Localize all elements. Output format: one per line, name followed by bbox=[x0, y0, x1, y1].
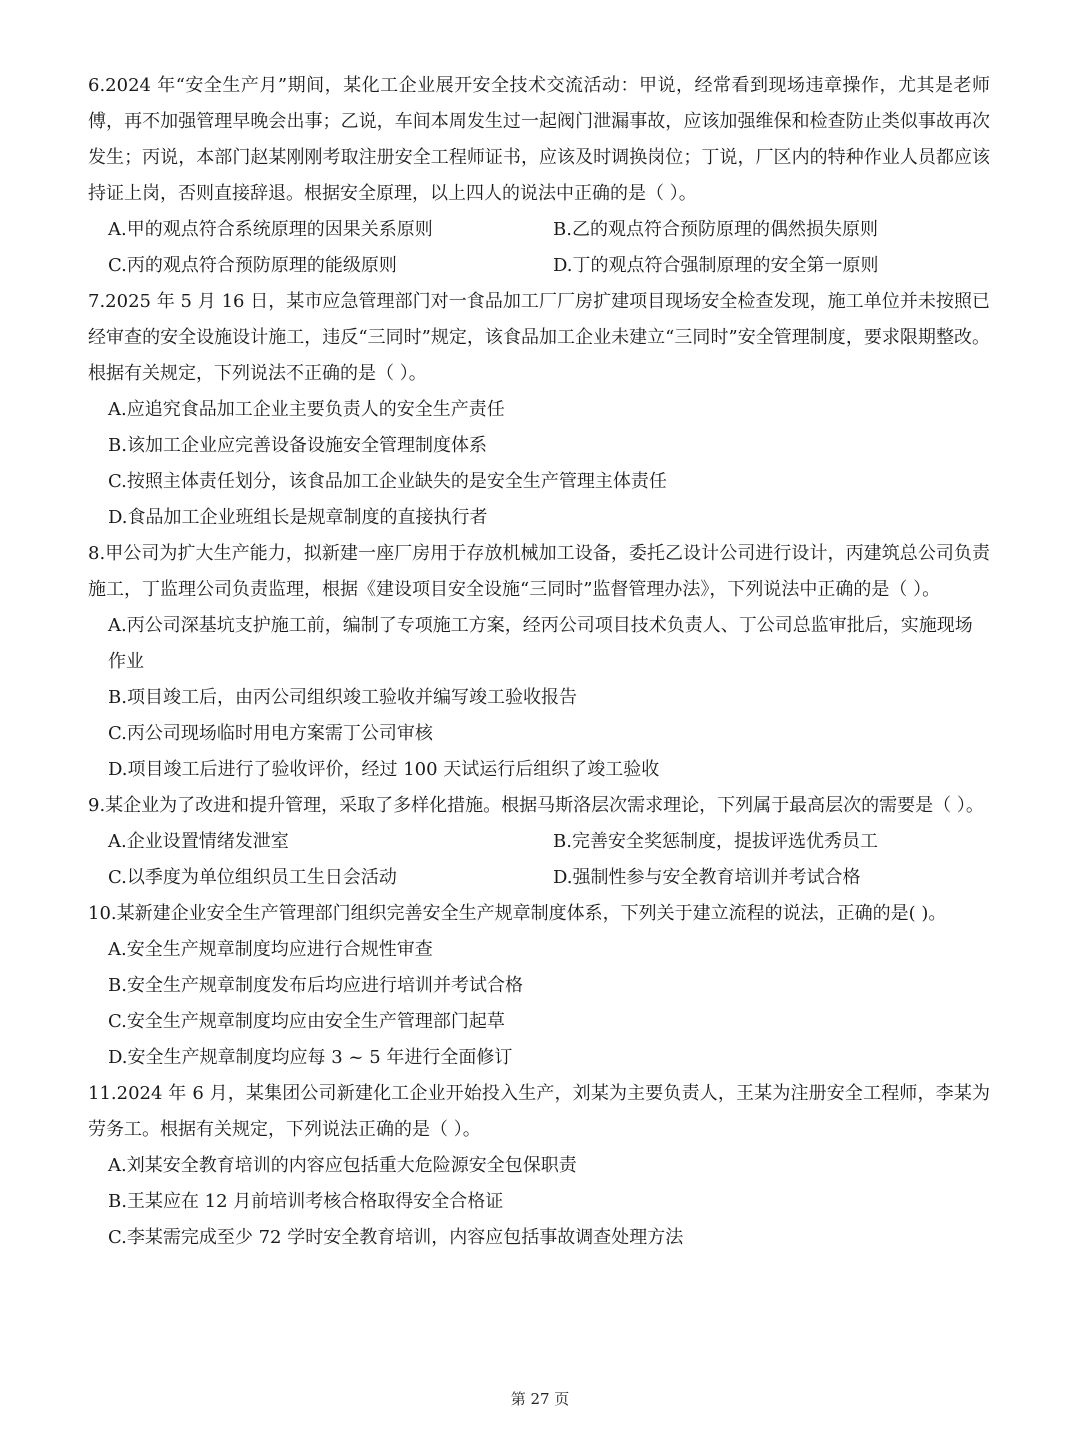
option-b: B.完善安全奖惩制度，提拔评选优秀员工 bbox=[553, 831, 878, 852]
option-b: B.该加工企业应完善设备设施安全管理制度体系 bbox=[108, 435, 487, 456]
option-row bbox=[88, 248, 990, 284]
option-b: B.王某应在 12 月前培训考核合格取得安全合格证 bbox=[108, 1191, 504, 1212]
option-b: B.乙的观点符合预防原理的偶然损失原则 bbox=[553, 219, 878, 240]
option-a: A.安全生产规章制度均应进行合规性审查 bbox=[108, 939, 433, 960]
option-d: D.项目竣工后进行了验收评价，经过 100 天试运行后组织了竣工验收 bbox=[108, 759, 660, 780]
question-stem: 8.甲公司为扩大生产能力，拟新建一座厂房用于存放机械加工设备，委托乙设计公司进行设计，丙建筑总公司负责施工，丁监理公司负责监理，根据《建设项目安全设施“三同时”监督管理办法》，下列说法中正确的是（ ）。 bbox=[88, 543, 990, 600]
question-stem: 11.2024 年 6 月，某集团公司新建化工企业开始投入生产，刘某为主要负责人，王某为注册安全工程师，李某为劳务工。根据有关规定，下列说法正确的是（ ）。 bbox=[88, 1083, 990, 1140]
option-d: D.食品加工企业班组长是规章制度的直接执行者 bbox=[108, 507, 488, 528]
option-c: C.丙的观点符合预防原理的能级原则 bbox=[108, 255, 397, 276]
question-7 bbox=[88, 284, 990, 536]
option-c: C.按照主体责任划分，该食品加工企业缺失的是安全生产管理主体责任 bbox=[108, 471, 667, 492]
option-a: A.甲的观点符合系统原理的因果关系原则 bbox=[108, 219, 433, 240]
question-stem: 7.2025 年 5 月 16 日，某市应急管理部门对一食品加工厂厂房扩建项目现场安全检查发现，施工单位并未按照已经审查的安全设施设计施工，违反“三同时”规定，该食品加工企业未建立“三同时”安全管理制度，要求限期整改。根据有关规定，下列说法不正确的是（ ）。 bbox=[88, 291, 990, 384]
option-d: D.丁的观点符合强制原理的安全第一原则 bbox=[553, 255, 879, 276]
question-11 bbox=[88, 1076, 990, 1256]
option-a: A.丙公司深基坑支护施工前，编制了专项施工方案，经丙公司项目技术负责人、丁公司总监审批后，实施现场作业 bbox=[108, 615, 973, 672]
option-d: D.强制性参与安全教育培训并考试合格 bbox=[553, 867, 861, 888]
option-d: D.安全生产规章制度均应每 3 ~ 5 年进行全面修订 bbox=[108, 1047, 513, 1068]
option-row bbox=[88, 824, 990, 860]
question-stem: 10.某新建企业安全生产管理部门组织完善安全生产规章制度体系，下列关于建立流程的说法，正确的是( )。 bbox=[88, 903, 947, 924]
question-8 bbox=[88, 536, 990, 788]
question-6 bbox=[88, 68, 990, 284]
option-c: C.丙公司现场临时用电方案需丁公司审核 bbox=[108, 723, 433, 744]
page-number: 第 27 页 bbox=[510, 1390, 570, 1408]
option-row bbox=[88, 860, 990, 896]
question-10 bbox=[88, 896, 990, 1076]
option-a: A.刘某安全教育培训的内容应包括重大危险源安全包保职责 bbox=[108, 1155, 577, 1176]
option-c: C.李某需完成至少 72 学时安全教育培训，内容应包括事故调查处理方法 bbox=[108, 1227, 684, 1248]
question-stem: 6.2024 年“安全生产月”期间，某化工企业展开安全技术交流活动：甲说，经常看到现场违章操作，尤其是老师傅，再不加强管理早晚会出事；乙说，车间本周发生过一起阀门泄漏事故，应该加强维保和检查防止类似事故再次发生；丙说，本部门赵某刚刚考取注册安全工程师证书，应该及时调换岗位；丁说，厂区内的特种作业人员都应该持证上岗，否则直接辞退。根据安全原理，以上四人的说法中正确的是（ ）。 bbox=[88, 75, 990, 204]
option-c: C.以季度为单位组织员工生日会活动 bbox=[108, 867, 397, 888]
option-a: A.企业设置情绪发泄室 bbox=[108, 831, 289, 852]
option-b: B.项目竣工后，由丙公司组织竣工验收并编写竣工验收报告 bbox=[108, 687, 577, 708]
option-a: A.应追究食品加工企业主要负责人的安全生产责任 bbox=[108, 399, 505, 420]
option-row bbox=[88, 212, 990, 248]
question-9 bbox=[88, 788, 990, 896]
option-b: B.安全生产规章制度发布后均应进行培训并考试合格 bbox=[108, 975, 523, 996]
question-stem: 9.某企业为了改进和提升管理，采取了多样化措施。根据马斯洛层次需求理论，下列属于最高层次的需要是（ ）。 bbox=[88, 795, 984, 816]
option-c: C.安全生产规章制度均应由安全生产管理部门起草 bbox=[108, 1011, 505, 1032]
exam-page bbox=[88, 68, 990, 1256]
